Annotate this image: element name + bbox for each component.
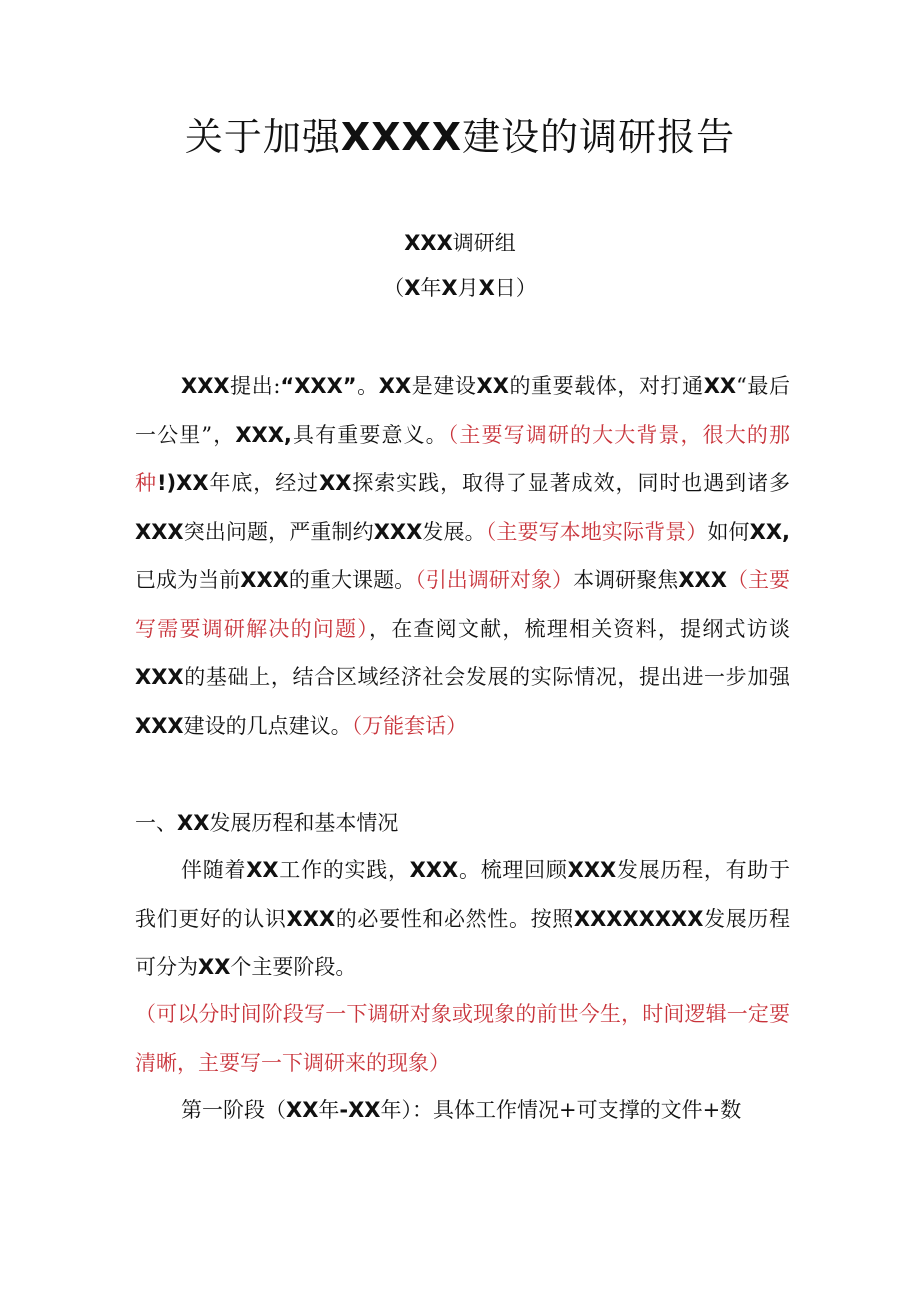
title-placeholder: XXXX (340, 115, 463, 159)
body-text: 发展历程可分为 (135, 906, 791, 979)
body-text: 突出问题，严重制约 (183, 519, 374, 544)
date-text: （ (383, 276, 405, 300)
author-line (0, 228, 920, 258)
body-text: 的必要性和必然性。按照 (335, 906, 574, 931)
page-title (0, 112, 920, 162)
date-placeholder: X (441, 276, 458, 300)
placeholder: XXX (373, 519, 423, 544)
date-placeholder: X (478, 276, 495, 300)
placeholder: XXX (678, 568, 727, 592)
placeholder: XX (176, 471, 209, 495)
body-text: 提出: (229, 374, 281, 398)
body-text: 是建设 (411, 374, 477, 398)
placeholder: XX (476, 374, 509, 398)
stage-paragraph (135, 1086, 790, 1135)
editor-note-end: !) (156, 471, 177, 495)
body-text: 第一阶段（ (181, 1098, 286, 1122)
date-text: 月 (457, 276, 479, 300)
placeholder: XXX (409, 858, 459, 882)
body-text: 伴随着 (181, 858, 247, 882)
body-text: 探索实践，取得了显著成效，同时也遇到诸多 (351, 471, 791, 495)
placeholder: XX (703, 374, 737, 398)
placeholder: -XX (339, 1098, 381, 1122)
body-text: 具有重要意义。 (291, 422, 448, 447)
body-text: 如何 (707, 519, 750, 544)
placeholder: XX (198, 955, 231, 979)
body-text: 的重要载体，对打通 (508, 374, 704, 398)
date-text: 年 (420, 276, 442, 300)
editor-note: （主要写本地实际背景） (485, 519, 708, 544)
body-text: 的重大课题。 (288, 568, 416, 592)
placeholder: “XXX” (280, 374, 357, 398)
body-text: 建设的几点建议。 (183, 713, 352, 738)
date-line (0, 273, 920, 303)
title-text: 建设的调研报告 (462, 115, 736, 159)
title-text: 关于加强 (184, 115, 341, 159)
editor-note: （主要写需要调研解决的问题） (135, 568, 791, 641)
editor-note: （万能套话） (351, 713, 468, 738)
section-number: 一、 (135, 811, 177, 835)
body-text: 已成为当前 (135, 568, 241, 592)
placeholder: XX (378, 374, 412, 398)
placeholder: XXX (286, 906, 336, 931)
editor-note: （主要写调研的大大背景，很大的那种 (135, 422, 791, 495)
editor-note: （引出调研对象） (415, 568, 574, 592)
section-title: 发展历程和基本情况 (209, 811, 399, 835)
body-text: 年 (318, 1098, 340, 1122)
placeholder: XX (246, 858, 279, 882)
placeholder: XXXXXXXX (573, 906, 704, 931)
body-text: 。 (356, 374, 379, 398)
body-text: 。梳理回顾 (458, 858, 568, 882)
body-text: 的基础上，结合区域经济社会发展的实际情况，提出进一步加强 (183, 665, 790, 689)
date-text: 日） (494, 276, 537, 300)
history-paragraph (135, 846, 790, 992)
section-heading (135, 805, 398, 841)
placeholder: XXX (135, 665, 184, 689)
body-text: 个主要阶段。 (230, 955, 357, 979)
placeholder: XXX (181, 374, 230, 398)
body-text: 年）：具体工作情况+可支撑的文件+数 (380, 1098, 742, 1122)
body-text: “最后一公里”， (135, 374, 791, 447)
editor-note: （可以分时间阶段写一下调研对象或现象的前世今生，时间逻辑一定要清晰，主要写一下调研来的现象） (135, 1002, 790, 1075)
date-placeholder: X (404, 276, 421, 300)
author-placeholder: XXX (404, 231, 453, 255)
placeholder: XX (177, 811, 210, 835)
placeholder: XX (319, 471, 352, 495)
body-text: 年底，经过 (208, 471, 320, 495)
intro-paragraph (135, 362, 790, 750)
body-text: ，在查阅文献，梳理相关资料，提纲式访谈 (368, 616, 791, 641)
editor-note-paragraph (135, 990, 790, 1087)
placeholder: XXX (135, 713, 184, 738)
placeholder: XXX (135, 519, 184, 544)
placeholder: XX, (749, 519, 791, 544)
placeholder: XXX (240, 568, 289, 592)
body-text: 发展。 (422, 519, 486, 544)
placeholder: XXX, (235, 422, 292, 447)
body-text: 工作的实践， (278, 858, 410, 882)
placeholder: XX (286, 1098, 319, 1122)
body-text: 发展历程，有助于我们更好的认识 (135, 858, 791, 931)
body-text: 本调研聚焦 (573, 568, 679, 592)
author-text: 调研组 (452, 231, 516, 255)
placeholder: XXX (567, 858, 617, 882)
